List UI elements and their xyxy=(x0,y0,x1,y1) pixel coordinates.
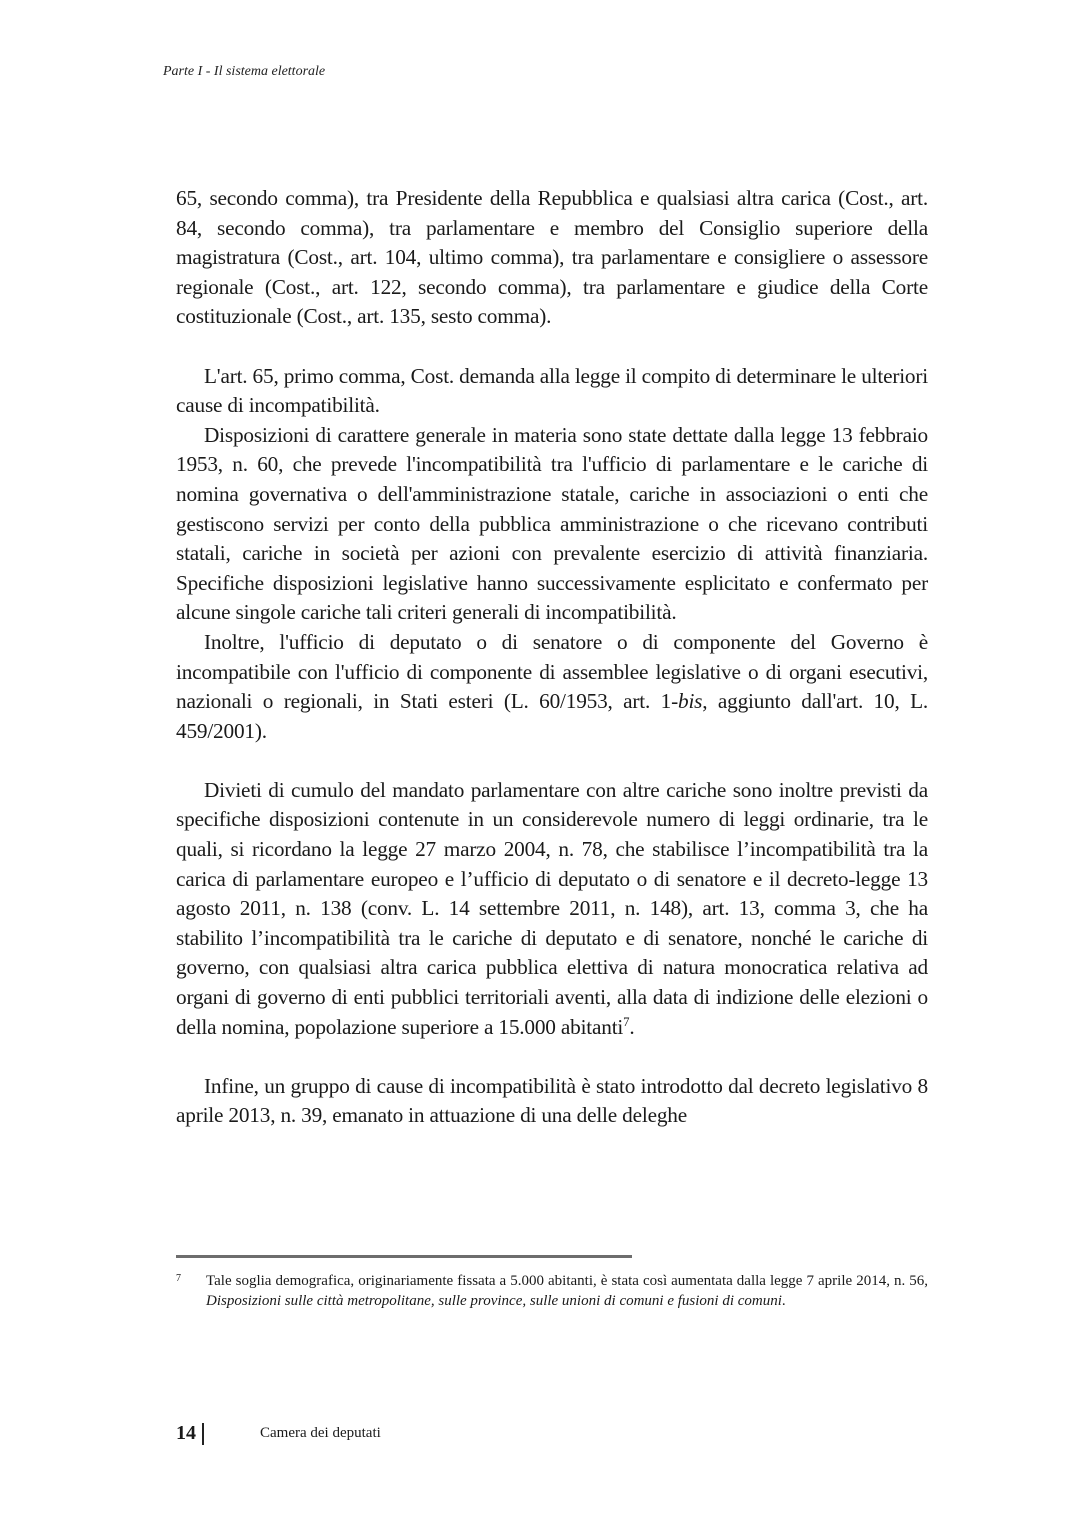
paragraph-4 xyxy=(176,628,928,746)
footnote xyxy=(176,1272,928,1311)
publication-name: Camera dei deputati xyxy=(260,1425,381,1441)
paragraph-3: Disposizioni di carattere generale in materia sono state dettate dalla legge 13 febbraio 1953, n. 60, che prevede l'incompatibilità tra l'ufficio di parlamentare e le cariche di nomina governativa o dell'amministrazione statale, cariche in associazioni o enti che gestiscono servizi per conto della pubblica amministrazione o che ricevano contributi statali, cariche in società per azioni con prevalente esercizio di attività finanziaria. Specifiche disposizioni legislative hanno successivamente esplicitato e confermato per alcune singole cariche tali criteri generali di incompatibilità. xyxy=(176,422,928,625)
footer-divider xyxy=(202,1423,204,1445)
footnote-italic-title: Disposizioni sulle città metropolitane, sulle province, sulle unioni di comuni e fusioni di comuni xyxy=(206,1292,782,1309)
footnote-text xyxy=(206,1272,928,1311)
paragraph-4-text-b: , aggiunto dall'art. 10, L. 459/2001). xyxy=(176,689,929,743)
paragraph-6: Infine, un gruppo di cause di incompatibilità è stato introdotto dal decreto legislativo 8 aprile 2013, n. 39, emanato in attuazione di una delle deleghe xyxy=(176,1073,928,1128)
body-text xyxy=(176,184,928,1131)
paragraph-1: 65, secondo comma), tra Presidente della Repubblica e qualsiasi altra carica (Cost., art. 84, secondo comma), tra parlamentare e membro del Consiglio superiore della magistratura (Cost., art. 104, ultimo comma), tra parlamentare e consigliere o assessore regionale (Cost., art. 122, secondo comma), tra parlamentare e giudice della Corte costituzionale (Cost., art. 135, sesto comma). xyxy=(176,186,928,329)
paragraph-4-italic: bis xyxy=(678,689,703,714)
paragraph-5 xyxy=(176,776,928,1042)
footnote-text-a: Tale soglia demografica, originariamente fissata a 5.000 abitanti, è stata così aumentata dalla legge 7 aprile 2014, n. 56, xyxy=(206,1273,928,1289)
footnote-reference[interactable]: 7 xyxy=(623,1014,630,1029)
footnote-divider xyxy=(176,1255,632,1258)
running-header: Parte I - Il sistema elettorale xyxy=(163,64,326,79)
page-number: 14 xyxy=(176,1422,196,1444)
paragraph-4-text-a: Inoltre, l'ufficio di deputato o di senatore o di componente del Governo è incompatibile con l'ufficio di componente di assemblee legislative o di organi esecutivi, nazionali o regionali, in Stati esteri (L. 60/1953, art. 1- xyxy=(176,629,928,714)
paragraph-5-text: Divieti di cumulo del mandato parlamentare con altre cariche sono inoltre previsti da specifiche disposizioni contenute in un considerevole numero di leggi ordinarie, tra le quali, si ricordano la legge 27 marzo 2004, n. 78, che stabilisce l’incompatibilità tra la carica di parlamentare europeo e l’ufficio di deputato o di senatore e il decreto-legge 13 agosto 2011, n. 138 (conv. L. 14 settembre 2011, n. 148), art. 13, comma 3, che ha stabilito l’incompatibilità tra le cariche di deputato e di senatore, nonché le cariche di governo, con qualsiasi altra carica pubblica elettiva di natura monocratica relativa ad organi di governo di enti pubblici territoriali aventi, alla data di indizione delle elezioni o della nomina, popolazione superiore a 15.000 abitanti xyxy=(176,777,928,1039)
paragraph-5-end: . xyxy=(629,1014,635,1039)
footnote-mark: 7 xyxy=(176,1273,181,1284)
footnote-text-b: . xyxy=(781,1292,786,1309)
paragraph-2: L'art. 65, primo comma, Cost. demanda alla legge il compito di determinare le ulteriori cause di incompatibilità. xyxy=(176,363,928,418)
page-footer xyxy=(176,1422,381,1445)
